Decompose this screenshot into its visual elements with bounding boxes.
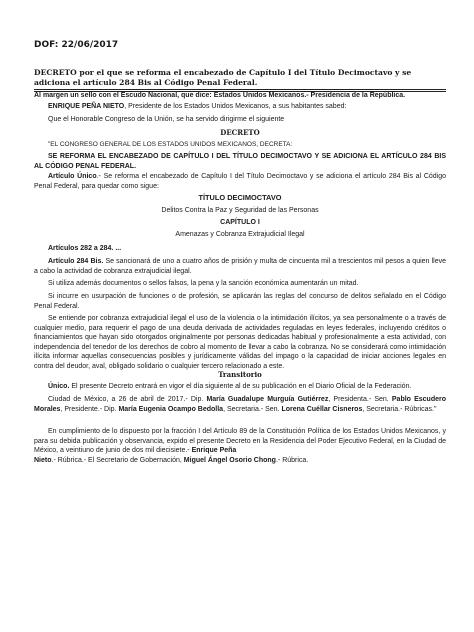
signatures-text-2: , Presidenta.- Sen. bbox=[328, 396, 392, 403]
reform-heading bbox=[34, 152, 446, 171]
capitulo-subheading: Amenazas y Cobranza Extrajudicial Ilegal bbox=[175, 231, 305, 238]
paragraph-cobranza-definition: Se entiende por cobranza extrajudicial ilegal el uso de la violencia o la intimidación ilícitos, ya sea personalmente o a través de cualquier medio, para requerir el pago de una deuda derivada de actividades reguladas en leyes federales, incluyendo créditos o financiamientos que hayan sido otorgados originalmente por personas dedicadas habitual y profesionalmente a esta actividad, con independencia del tenedor de los derechos de cobro al momento de llevar a cabo la cobranza. No se considerará como intimidación ilícita informar aquellas consecuencias posibles y jurídicamente válidas del impago o la capacidad de iniciar acciones legales en contra del deudor, aval, obligado solidario o cualquier tercero relacionado a este. bbox=[34, 315, 446, 370]
closing-line bbox=[34, 456, 446, 466]
decreto-heading bbox=[34, 128, 446, 139]
decree-title: DECRETO por el que se reforma el encabezado de Capítulo I del Título Decimoctavo y se adiciona el artículo 284 Bis al Código Penal Federal. bbox=[34, 68, 412, 87]
unico-transitorio bbox=[34, 382, 446, 392]
congress-decree: "EL CONGRESO GENERAL DE LOS ESTADOS UNIDOS MEXICANOS, DECRETA: bbox=[48, 141, 293, 148]
reform-heading-text: SE REFORMA EL ENCABEZADO DE CAPÍTULO I DEL TÍTULO DECIMOCTAVO Y SE ADICIONA EL ARTÍCULO 284 BIS AL CÓDIGO PENAL FEDERAL. bbox=[34, 153, 446, 170]
articulo-unico bbox=[34, 172, 446, 191]
signer-name-1: María Guadalupe Murguía Gutiérrez bbox=[206, 396, 329, 403]
president-name: ENRIQUE PEÑA NIETO bbox=[48, 103, 125, 110]
transitorio-heading bbox=[34, 370, 446, 381]
articulo-284-bis-text: Se sancionará de uno a cuatro años de prisión y multa de cincuenta mil a trescientos mil pesos a quien lleve a cabo la actividad de cobranza extrajudicial ilegal. bbox=[34, 258, 446, 275]
president-name-signature: Enrique Peña bbox=[191, 447, 237, 454]
articulo-284-bis-label: Artículo 284 Bis. bbox=[48, 258, 104, 265]
articulo-284-bis bbox=[34, 257, 446, 276]
signer-name-2: Pablo Escudero Morales bbox=[34, 396, 447, 413]
titulo-heading-text: TÍTULO DECIMOCTAVO bbox=[198, 193, 282, 202]
intro-paragraph bbox=[34, 102, 446, 112]
signer-name-3: María Eugenia Ocampo Bedolla bbox=[118, 405, 224, 413]
intro-text: , Presidente de los Estados Unidos Mexicanos, a sus habitantes sabed: bbox=[124, 103, 347, 110]
signatures-text-4: , Secretaria.- Sen. bbox=[223, 405, 282, 413]
cumplimiento-text: En cumplimiento de lo dispuesto por la fracción I del Artículo 89 de la Constitución Política de los Estados Unidos Mexicanos, y para su debida publicación y observancia, expido el presente Decreto en la Residencia del Poder Ejecutivo Federal, en la Ciudad de México, a veintiuno de junio de dos mil diecisiete.- bbox=[34, 428, 446, 454]
signatures-paragraph bbox=[34, 395, 446, 414]
congress-line: Que el Honorable Congreso de la Unión, se ha servido dirigirme el siguiente bbox=[48, 116, 285, 123]
titulo-subheading: Delitos Contra la Paz y Seguridad de las Personas bbox=[161, 207, 319, 214]
unico-label: Único. bbox=[48, 383, 70, 390]
title-divider-top bbox=[34, 89, 446, 90]
secretary-name: Miguel Ángel Osorio Chong bbox=[183, 457, 276, 464]
articulo-unico-text: .- Se reforma el encabezado de Capítulo I del Título Decimoctavo y se adiciona el artículo 284 Bis al Código Penal Federal, para quedar como sigue: bbox=[34, 173, 447, 190]
dof-date: DOF: 22/06/2017 bbox=[34, 40, 119, 50]
paragraph-usurpacion: Si incurre en usurpación de funciones o de profesión, se aplicarán las reglas del concurso de delitos señalado en el Código Penal Federal. bbox=[34, 293, 446, 310]
decreto-heading-text: DECRETO bbox=[220, 128, 260, 137]
transitorio-heading-text: Transitorio bbox=[218, 370, 262, 379]
articulos-282-284-text: Artículos 282 a 284. ... bbox=[48, 245, 122, 252]
articulo-unico-label: Artículo Único bbox=[48, 173, 97, 180]
signatures-text-1: Ciudad de México, a 26 de abril de 2017.- Dip. bbox=[48, 396, 207, 403]
titulo-heading bbox=[34, 193, 446, 203]
margin-note bbox=[34, 91, 446, 101]
paragraph-documentos: Si utiliza además documentos o sellos falsos, la pena y la sanción económica aumentarán un mitad. bbox=[48, 280, 359, 287]
margin-note-text: Al margen un sello con el Escudo Nacional, que dice: Estados Unidos Mexicanos.- Presidencia de la República. bbox=[34, 92, 406, 99]
closing-text-2: .- Rúbrica. bbox=[275, 457, 309, 464]
unico-text: El presente Decreto entrará en vigor el día siguiente al de su publicación en el Diario Oficial de la Federación. bbox=[69, 383, 412, 390]
closing-text-1: .- Rúbrica.- El Secretario de Gobernación, bbox=[51, 457, 184, 464]
president-surname: Nieto bbox=[34, 457, 52, 464]
capitulo-heading-text: CAPÍTULO I bbox=[220, 219, 260, 226]
articulos-282-284 bbox=[34, 244, 446, 254]
cumplimiento-paragraph bbox=[34, 427, 446, 456]
capitulo-heading bbox=[34, 218, 446, 228]
signer-name-4: Lorena Cuéllar Cisneros bbox=[281, 405, 363, 413]
signatures-text-5: , Secretaria.- Rúbricas." bbox=[362, 405, 437, 413]
signatures-text-3: , Presidente.- Dip. bbox=[60, 405, 119, 413]
